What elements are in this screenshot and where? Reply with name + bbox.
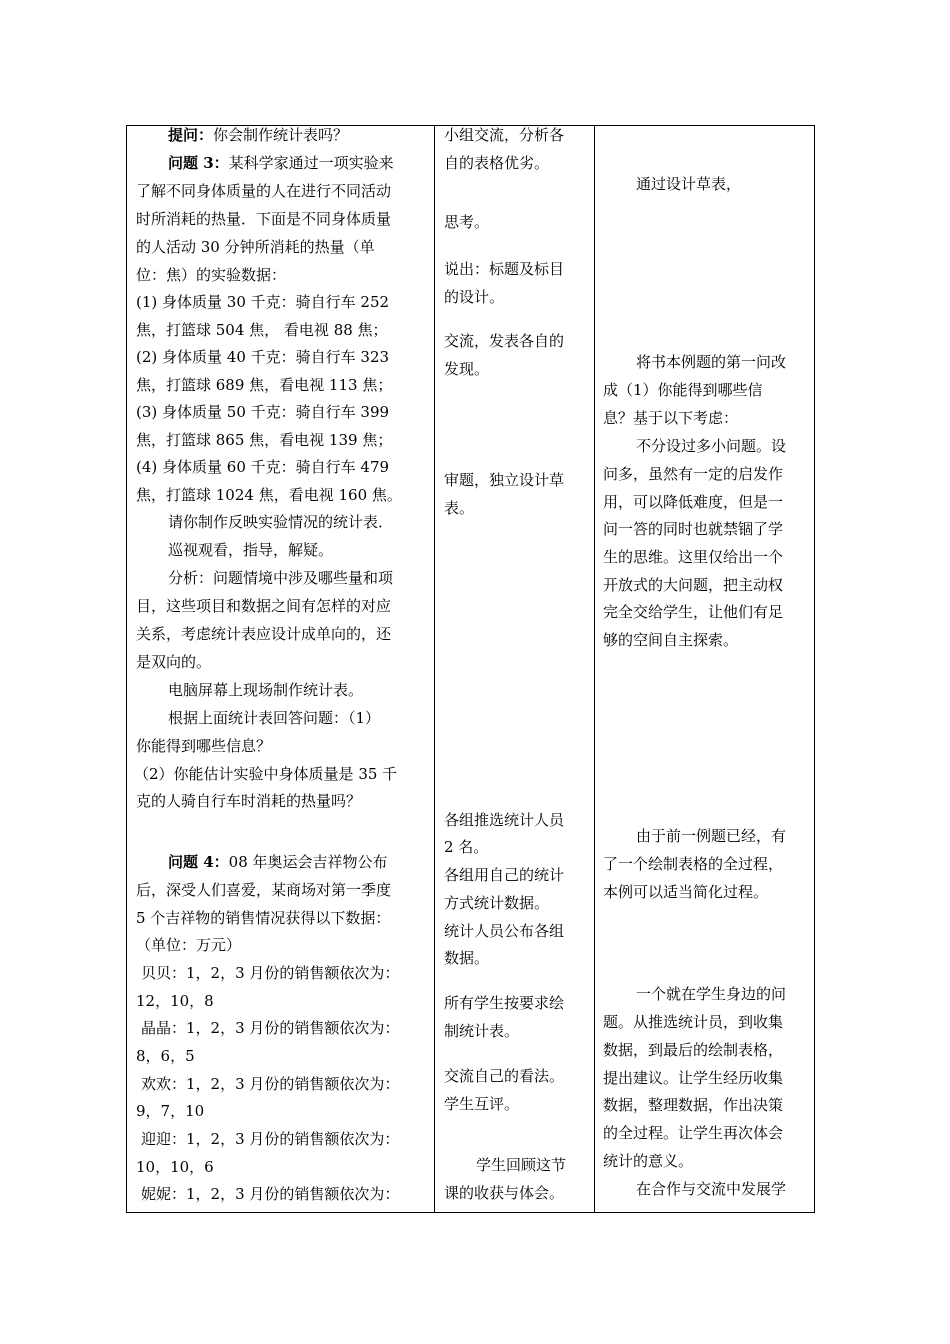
text-line: 制统计表。	[444, 1022, 520, 1040]
problem-3-heading: 问题 3：某科学家通过一项实验来	[168, 154, 394, 172]
text-line: 时所消耗的热量．下面是不同身体质量	[136, 210, 392, 228]
text-line: 巡视观看，指导，解疑。	[168, 541, 334, 559]
text-line: 问一答的同时也就禁锢了学	[603, 520, 784, 538]
text-line: 息？基于以下考虑：	[603, 409, 739, 427]
text-line: 的人活动 30 分钟所消耗的热量（单	[136, 238, 375, 256]
text-line: 你能得到哪些信息？	[136, 737, 272, 755]
text-line: 课的收获与体会。	[444, 1184, 565, 1202]
text-line: 统计人员公布各组	[444, 922, 565, 940]
text-line: 所有学生按要求绘	[444, 994, 565, 1012]
text-line: 分析：问题情境中涉及哪些量和项	[168, 569, 394, 587]
column-divider-1	[434, 126, 435, 1212]
text-line: 学生互评。	[444, 1095, 520, 1113]
text-line: 5 个吉祥物的销售情况获得以下数据：	[136, 909, 391, 927]
text-line: 晶晶：1，2，3 月份的销售额依次为：	[141, 1019, 400, 1037]
text-line: 审题，独立设计草	[444, 471, 565, 489]
text-line: 说出：标题及标目	[444, 260, 565, 278]
text-line: 方式统计数据。	[444, 894, 550, 912]
text-line: 在合作与交流中发展学	[636, 1180, 787, 1198]
column-divider-2	[594, 126, 595, 1212]
text-line: 一个就在学生身边的问	[636, 985, 787, 1003]
text-line: (2) 身体质量 40 千克：骑自行车 323	[136, 348, 390, 366]
text-line: 2 名。	[444, 838, 489, 856]
text-line: 问多，虽然有一定的启发作	[603, 465, 784, 483]
text-line: 8，6，5	[136, 1047, 195, 1065]
text-line: 用，可以降低难度，但是一	[603, 493, 784, 511]
text-line: 根据上面统计表回答问题：（1）	[168, 709, 381, 727]
text-line: （单位：万元）	[136, 936, 242, 954]
text-line: (1) 身体质量 30 千克：骑自行车 252	[136, 293, 390, 311]
text-line: 开放式的大问题，把主动权	[603, 576, 784, 594]
text-line: 的设计。	[444, 288, 505, 306]
text-line: 数据。	[444, 949, 490, 967]
text-line: 后，深受人们喜爱，某商场对第一季度	[136, 881, 392, 899]
text-line: 10，10，6	[136, 1158, 214, 1176]
text-line: 9，7，10	[136, 1102, 205, 1120]
text-line: 妮妮：1，2，3 月份的销售额依次为：	[141, 1185, 400, 1203]
question-prompt: 提问：你会制作统计表吗？	[168, 126, 349, 144]
text-line: 数据，整理数据，作出决策	[603, 1096, 784, 1114]
text-line: 题。从推选统计员，到收集	[603, 1013, 784, 1031]
text-line: 焦，打篮球 865 焦，看电视 139 焦；	[136, 431, 393, 449]
text-line: 完全交给学生，让他们有足	[603, 603, 784, 621]
text-line: 由于前一例题已经，有	[636, 827, 787, 845]
text-line: 请你制作反映实验情况的统计表．	[168, 513, 394, 531]
text-line: 交流，发表各自的	[444, 332, 565, 350]
text-line: 数据，到最后的绘制表格，	[603, 1041, 784, 1059]
text-line: 目，这些项目和数据之间有怎样的对应	[136, 597, 392, 615]
lesson-plan-table	[126, 125, 815, 1213]
text-line: 成（1）你能得到哪些信	[603, 381, 763, 399]
text-line: 迎迎：1，2，3 月份的销售额依次为：	[141, 1130, 400, 1148]
text-line: 克的人骑自行车时消耗的热量吗？	[136, 792, 362, 810]
text-line: 了解不同身体质量的人在进行不同活动	[136, 182, 392, 200]
text-line: 12，10，8	[136, 992, 214, 1010]
text-line: 各组用自己的统计	[444, 866, 565, 884]
text-line: 焦，打篮球 689 焦，看电视 113 焦；	[136, 376, 393, 394]
text-line: 思考。	[444, 213, 490, 231]
text-line: 是双向的。	[136, 653, 212, 671]
text-line: 提出建议。让学生经历收集	[603, 1069, 784, 1087]
problem-4-heading: 问题 4：08 年奥运会吉祥物公布	[168, 853, 388, 871]
text-line: 欢欢：1，2，3 月份的销售额依次为：	[141, 1075, 400, 1093]
text-line: 电脑屏幕上现场制作统计表。	[168, 681, 364, 699]
text-line: 不分设过多小问题。设	[636, 437, 787, 455]
text-line: 生的思维。这里仅给出一个	[603, 548, 784, 566]
text-line: 各组推选统计人员	[444, 811, 565, 829]
text-line: 通过设计草表，	[636, 175, 742, 193]
text-line: (3) 身体质量 50 千克：骑自行车 399	[136, 403, 390, 421]
text-line: 了一个绘制表格的全过程，	[603, 855, 784, 873]
text-line: 贝贝：1，2，3 月份的销售额依次为：	[141, 964, 400, 982]
text-line: 焦，打篮球 1024 焦，看电视 160 焦。	[136, 486, 402, 504]
text-line: 位：焦）的实验数据：	[136, 266, 287, 284]
text-line: 统计的意义。	[603, 1152, 694, 1170]
text-line: 发现。	[444, 360, 490, 378]
text-line: 关系，考虑统计表应设计成单向的，还	[136, 625, 392, 643]
text-line: 将书本例题的第一问改	[636, 353, 787, 371]
text-line: 表。	[444, 499, 475, 517]
text-line: 本例可以适当简化过程。	[603, 883, 769, 901]
text-line: 自的表格优劣。	[444, 154, 550, 172]
text-line: 学生回顾这节	[476, 1156, 567, 1174]
text-line: 焦，打篮球 504 焦， 看电视 88 焦；	[136, 321, 388, 339]
text-line: 交流自己的看法。	[444, 1067, 565, 1085]
text-line: 的全过程。让学生再次体会	[603, 1124, 784, 1142]
text-line: 够的空间自主探索。	[603, 631, 739, 649]
text-line: （2）你能估计实验中身体质量是 35 千	[134, 765, 398, 783]
text-line: 小组交流，分析各	[444, 126, 565, 144]
text-line: (4) 身体质量 60 千克：骑自行车 479	[136, 458, 390, 476]
